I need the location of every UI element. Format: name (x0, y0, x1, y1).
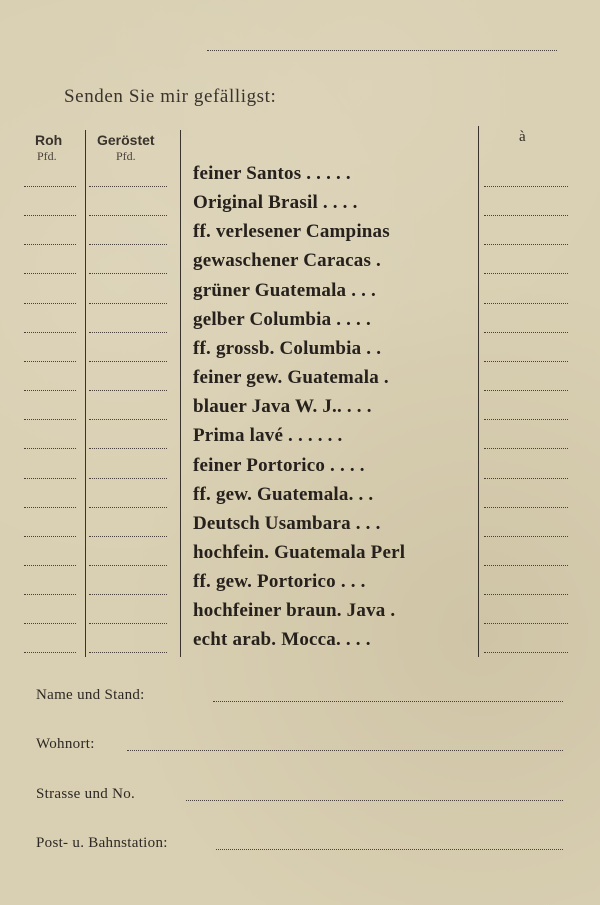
price-line[interactable] (484, 594, 568, 595)
roh-amount-line[interactable] (24, 565, 76, 566)
column-divider-3 (478, 126, 479, 657)
geroestet-amount-line[interactable] (89, 419, 167, 420)
roh-amount-line[interactable] (24, 594, 76, 595)
geroestet-amount-line[interactable] (89, 478, 167, 479)
coffee-item: gewaschener Caracas . (193, 250, 382, 271)
roh-amount-line[interactable] (24, 419, 76, 420)
geroestet-amount-line[interactable] (89, 244, 167, 245)
geroestet-amount-line[interactable] (89, 390, 167, 391)
header-price: à (519, 129, 526, 145)
price-line[interactable] (484, 361, 568, 362)
header-roh-unit: Pfd. (37, 149, 57, 163)
roh-amount-line[interactable] (24, 332, 76, 333)
header-geroestet-unit: Pfd. (116, 149, 136, 163)
strasse-input-line[interactable] (186, 800, 563, 801)
wohnort-label: Wohnort: (36, 736, 95, 752)
roh-amount-line[interactable] (24, 507, 76, 508)
price-line[interactable] (484, 565, 568, 566)
geroestet-amount-line[interactable] (89, 594, 167, 595)
price-line[interactable] (484, 478, 568, 479)
coffee-item: ff. gew. Guatemala. . . (193, 484, 374, 505)
coffee-item: hochfeiner braun. Java . (193, 600, 396, 621)
geroestet-amount-line[interactable] (89, 273, 167, 274)
strasse-label: Strasse und No. (36, 786, 136, 802)
coffee-item: Prima lavé . . . . . . (193, 425, 343, 446)
coffee-item: feiner gew. Guatemala . (193, 367, 389, 388)
price-line[interactable] (484, 507, 568, 508)
geroestet-amount-line[interactable] (89, 215, 167, 216)
coffee-item: ff. verlesener Campinas (193, 221, 390, 242)
roh-amount-line[interactable] (24, 652, 76, 653)
geroestet-amount-line[interactable] (89, 565, 167, 566)
column-divider-2 (180, 130, 181, 657)
coffee-item: ff. grossb. Columbia . . (193, 338, 382, 359)
roh-amount-line[interactable] (24, 361, 76, 362)
roh-amount-line[interactable] (24, 215, 76, 216)
geroestet-amount-line[interactable] (89, 448, 167, 449)
coffee-item: gelber Columbia . . . . (193, 309, 371, 330)
wohnort-input-line[interactable] (127, 750, 563, 751)
price-line[interactable] (484, 448, 568, 449)
column-divider-1 (85, 130, 86, 657)
geroestet-amount-line[interactable] (89, 652, 167, 653)
coffee-item: feiner Santos . . . . . (193, 163, 351, 184)
coffee-item: Deutsch Usambara . . . (193, 513, 381, 534)
geroestet-amount-line[interactable] (89, 623, 167, 624)
coffee-item: ff. gew. Portorico . . . (193, 571, 366, 592)
geroestet-amount-line[interactable] (89, 507, 167, 508)
roh-amount-line[interactable] (24, 390, 76, 391)
roh-amount-line[interactable] (24, 448, 76, 449)
price-line[interactable] (484, 186, 568, 187)
coffee-item: grüner Guatemala . . . (193, 280, 376, 301)
geroestet-amount-line[interactable] (89, 361, 167, 362)
roh-amount-line[interactable] (24, 303, 76, 304)
price-line[interactable] (484, 652, 568, 653)
post-input-line[interactable] (216, 849, 563, 850)
coffee-item: Original Brasil . . . . (193, 192, 358, 213)
coffee-item: hochfein. Guatemala Perl (193, 542, 406, 563)
roh-amount-line[interactable] (24, 623, 76, 624)
name-input-line[interactable] (213, 701, 563, 702)
geroestet-amount-line[interactable] (89, 186, 167, 187)
coffee-item: echt arab. Mocca. . . . (193, 629, 371, 650)
post-label: Post- u. Bahnstation: (36, 835, 168, 851)
top-dotted-line (207, 50, 557, 51)
price-line[interactable] (484, 390, 568, 391)
price-line[interactable] (484, 332, 568, 333)
coffee-item: feiner Portorico . . . . (193, 455, 365, 476)
price-line[interactable] (484, 303, 568, 304)
geroestet-amount-line[interactable] (89, 536, 167, 537)
intro-text: Senden Sie mir gefälligst: (64, 86, 277, 107)
roh-amount-line[interactable] (24, 186, 76, 187)
coffee-item: blauer Java W. J.. . . . (193, 396, 372, 417)
price-line[interactable] (484, 244, 568, 245)
name-label: Name und Stand: (36, 687, 145, 703)
geroestet-amount-line[interactable] (89, 332, 167, 333)
header-geroestet: Geröstet (97, 132, 155, 148)
price-line[interactable] (484, 419, 568, 420)
roh-amount-line[interactable] (24, 536, 76, 537)
price-line[interactable] (484, 273, 568, 274)
geroestet-amount-line[interactable] (89, 303, 167, 304)
roh-amount-line[interactable] (24, 273, 76, 274)
price-line[interactable] (484, 536, 568, 537)
header-roh: Roh (35, 132, 63, 148)
price-line[interactable] (484, 623, 568, 624)
price-line[interactable] (484, 215, 568, 216)
roh-amount-line[interactable] (24, 478, 76, 479)
roh-amount-line[interactable] (24, 244, 76, 245)
